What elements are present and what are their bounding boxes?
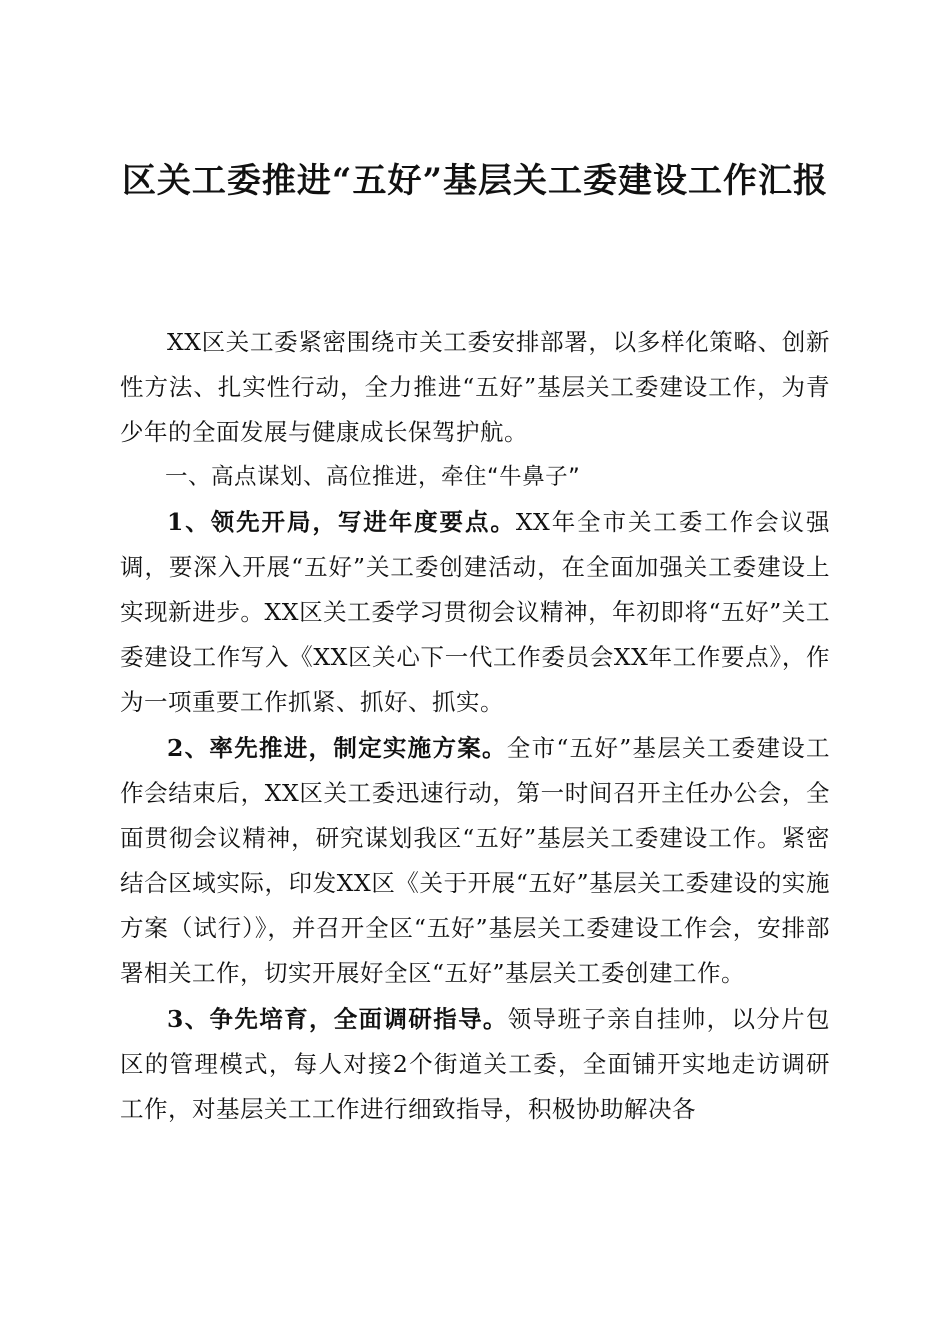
- item-2-paragraph: [120, 726, 830, 996]
- item-1-paragraph: [120, 500, 830, 725]
- item-2-lead: 2、率先推进，制定实施方案。: [167, 734, 507, 762]
- document-body: [120, 320, 830, 1132]
- item-1-text: XX年全市关工委工作会议强调，要深入开展“五好”关工委创建活动，在全面加强关工委建设上实现新进步。XX区关工委学习贯彻会议精神，年初即将“五好”关工委建设工作写入《XX区关心下一代工作委员会XX年工作要点》，作为一项重要工作抓紧、抓好、抓实。: [120, 508, 830, 716]
- item-3-paragraph: [120, 997, 830, 1132]
- item-2-text: 全市“五好”基层关工委建设工作会结束后，XX区关工委迅速行动，第一时间召开主任办公会，全面贯彻会议精神，研究谋划我区“五好”基层关工委建设工作。紧密结合区域实际，印发XX区《关于开展“五好”基层关工委建设的实施方案（试行）》，并召开全区“五好”基层关工委建设工作会，安排部署相关工作，切实开展好全区“五好”基层关工委创建工作。: [120, 734, 830, 987]
- item-3-lead: 3、争先培育，全面调研指导。: [167, 1005, 508, 1033]
- section-1-heading: 一、高点谋划、高位推进，牵住“牛鼻子”: [165, 464, 581, 490]
- item-3-text: 领导班子亲自挂帅，以分片包区的管理模式，每人对接2个街道关工委，全面铺开实地走访调研工作，对基层关工工作进行细致指导，积极协助解决各: [120, 1005, 830, 1123]
- item-1-lead: 1、领先开局，写进年度要点。: [167, 508, 516, 536]
- intro-paragraph: XX区关工委紧密围绕市关工委安排部署，以多样化策略、创新性方法、扎实性行动，全力推进“五好”基层关工委建设工作，为青少年的全面发展与健康成长保驾护航。: [120, 328, 830, 446]
- document-title: 区关工委推进“五好”基层关工委建设工作汇报: [121, 161, 829, 201]
